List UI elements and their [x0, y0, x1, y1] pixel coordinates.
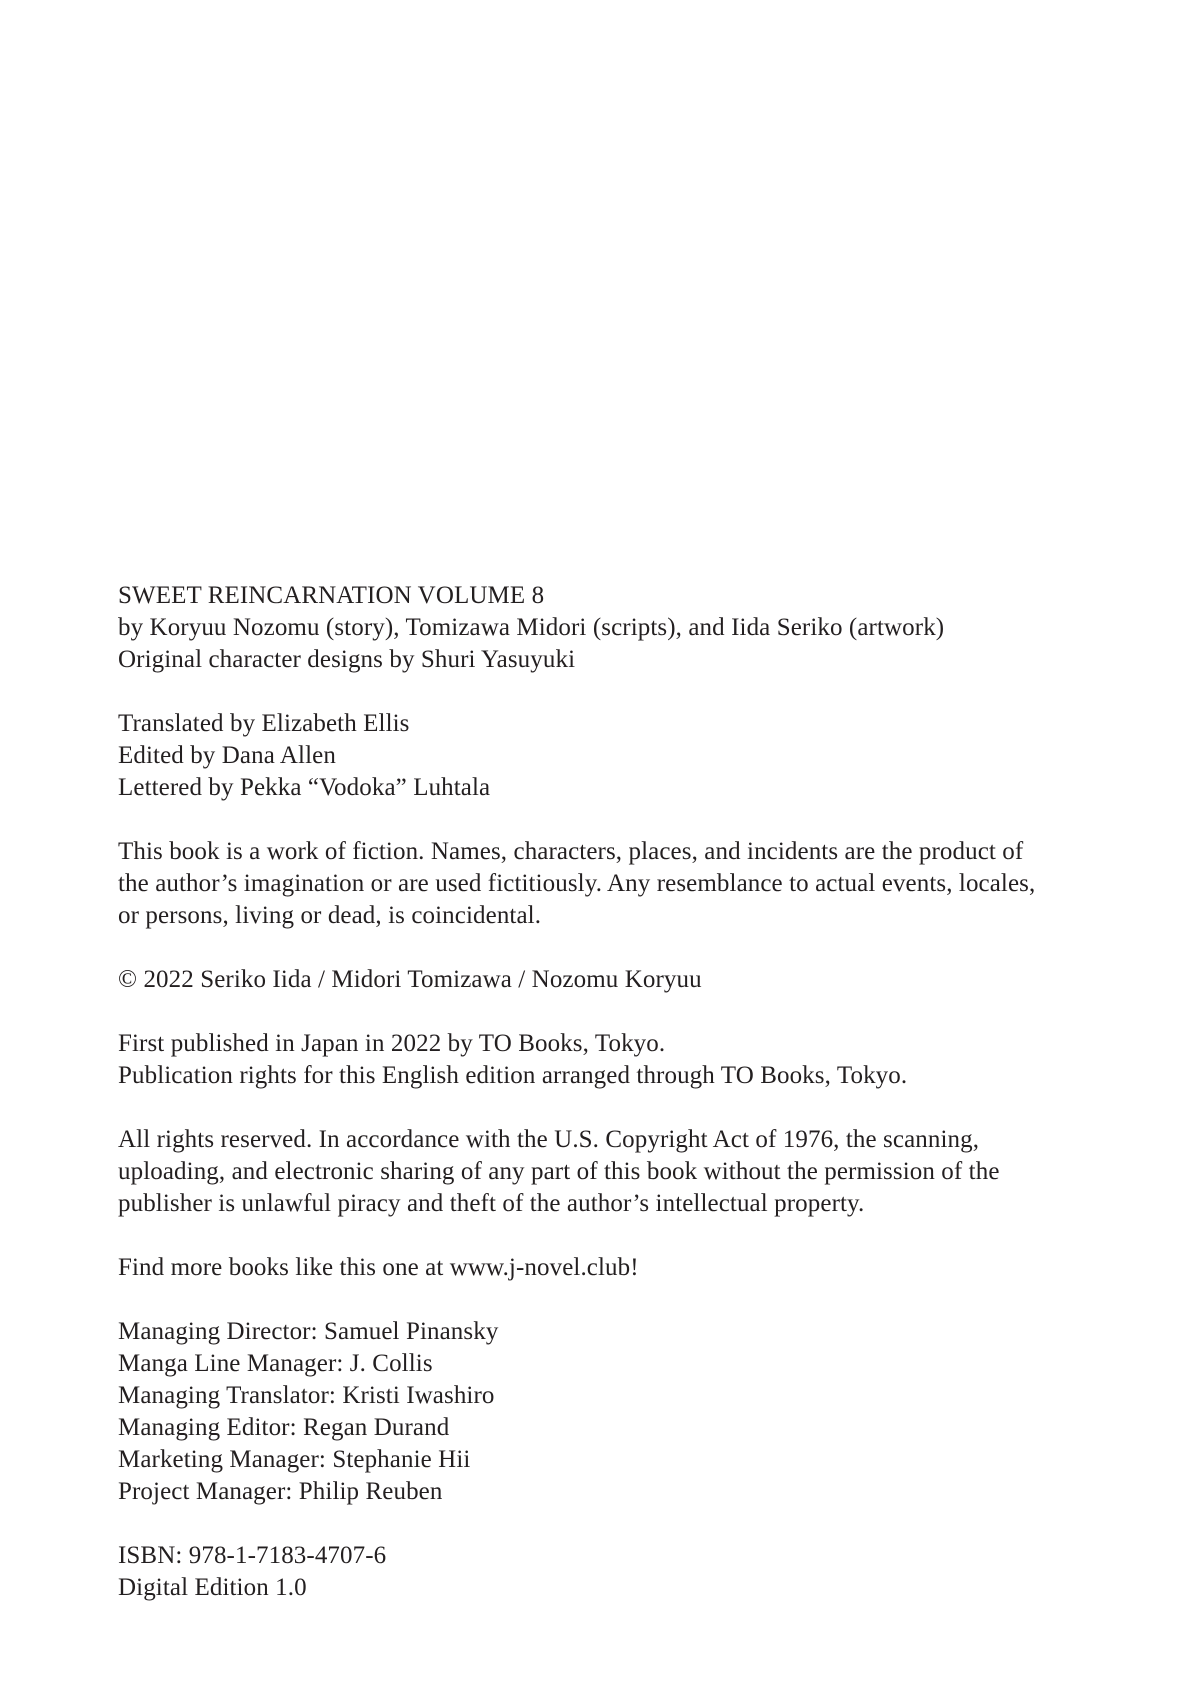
rights-reserved-line: All rights reserved. In accordance with the U.S. Copyright Act of 1976, the scanning, [118, 1126, 980, 1153]
copyright-paragraph [118, 964, 1118, 996]
find-more-text: Find more books like this one at www.j-novel.club! [118, 1254, 639, 1281]
copyright-notice: © 2022 Seriko Iida / Midori Tomizawa / Nozomu Koryuu [118, 966, 702, 993]
disclaimer-line: the author’s imagination or are used fictitiously. Any resemblance to actual events, locales, [118, 870, 1036, 897]
rights-reserved-line: publisher is unlawful piracy and theft of the author’s intellectual property. [118, 1190, 865, 1217]
translator-credit: Translated by Elizabeth Ellis [118, 710, 410, 737]
management-credit-marketing-manager: Marketing Manager: Stephanie Hii [118, 1446, 471, 1473]
find-more-paragraph [118, 1252, 1118, 1284]
rights-reserved-line: uploading, and electronic sharing of any part of this book without the permission of the [118, 1158, 1000, 1185]
isbn: ISBN: 978-1-7183-4707-6 [118, 1542, 387, 1569]
fiction-disclaimer [118, 836, 1118, 932]
copyright-block [118, 580, 1118, 1604]
publication-rights-note: Publication rights for this English edition arranged through TO Books, Tokyo. [118, 1062, 908, 1089]
staff-paragraph [118, 708, 1118, 804]
disclaimer-line: This book is a work of fiction. Names, characters, places, and incidents are the product of [118, 838, 1024, 865]
disclaimer-line: or persons, living or dead, is coincidental. [118, 902, 542, 929]
first-published-note: First published in Japan in 2022 by TO Books, Tokyo. [118, 1030, 666, 1057]
editor-credit: Edited by Dana Allen [118, 742, 336, 769]
digital-edition: Digital Edition 1.0 [118, 1574, 307, 1601]
author-byline: by Koryuu Nozomu (story), Tomizawa Midori (scripts), and Iida Seriko (artwork) [118, 614, 945, 641]
management-credit-managing-director: Managing Director: Samuel Pinansky [118, 1318, 499, 1345]
publication-paragraph [118, 1028, 1118, 1092]
management-paragraph [118, 1316, 1118, 1508]
management-credit-manga-line-manager: Manga Line Manager: J. Collis [118, 1350, 433, 1377]
rights-reserved-paragraph [118, 1124, 1118, 1220]
management-credit-project-manager: Project Manager: Philip Reuben [118, 1478, 443, 1505]
edition-paragraph [118, 1540, 1118, 1604]
credits-paragraph [118, 580, 1118, 676]
letterer-credit: Lettered by Pekka “Vodoka” Luhtala [118, 774, 491, 801]
character-designs-credit: Original character designs by Shuri Yasuyuki [118, 646, 576, 673]
book-title: SWEET REINCARNATION VOLUME 8 [118, 582, 545, 609]
management-credit-managing-translator: Managing Translator: Kristi Iwashiro [118, 1382, 495, 1409]
management-credit-managing-editor: Managing Editor: Regan Durand [118, 1414, 450, 1441]
